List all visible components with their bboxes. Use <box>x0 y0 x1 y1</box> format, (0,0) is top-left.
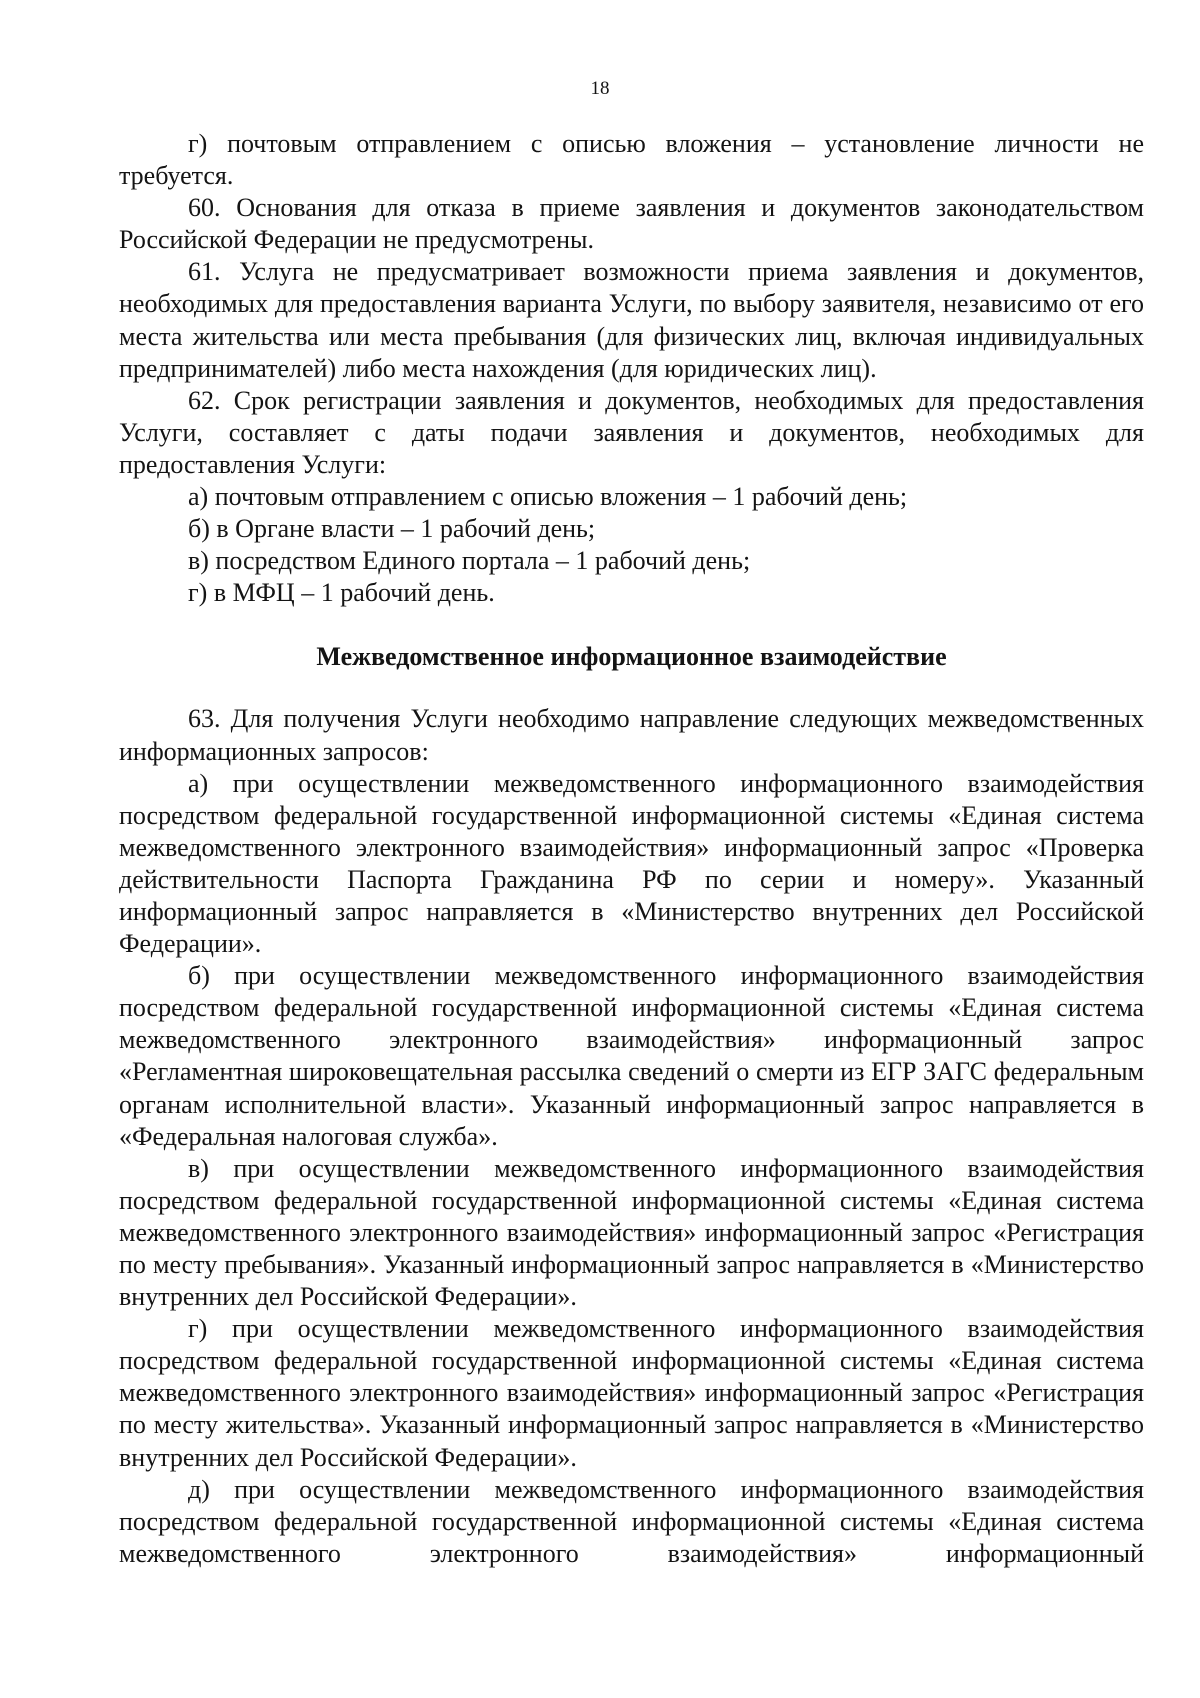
request-item-a: а) при осуществлении межведомственного информационного взаимодействия посредством федеральной государственной информационной системы «Единая система межведомственного электронного взаимодействия» информационный запрос «Проверка действительности Паспорта Гражданина РФ по серии и номеру». Указанный информационный запрос направляется в «Министерство внутренних дел Российской Федерации». <box>119 768 1144 959</box>
list-item-g-mfc: г) в МФЦ – 1 рабочий день. <box>188 578 495 608</box>
request-item-g: г) при осуществлении межведомственного информационного взаимодействия посредством федеральной государственной информационной системы «Единая система межведомственного электронного взаимодействия» информационный запрос «Регистрация по месту жительства». Указанный информационный запрос направляется в «Министерство внутренних дел Российской Федерации». <box>119 1314 1144 1472</box>
paragraph-61-extraterritorial: 61. Услуга не предусматривает возможности приема заявления и документов, необходимых для предоставления варианта Услуги, по выбору заявителя, независимо от его места жительства или места пребывания (для физических лиц, включая индивидуальных предпринимателей) либо места нахождения (для юридических лиц). <box>119 257 1144 383</box>
request-item-d: д) при осуществлении межведомственного информационного взаимодействия посредством федеральной государственной информационной системы «Единая система межведомственного электронного взаимодействия» информационный <box>119 1474 1144 1568</box>
paragraph-60-refusal-grounds: 60. Основания для отказа в приеме заявления и документов законодательством Российской Федерации не предусмотрены. <box>119 193 1144 255</box>
paragraph-62-registration-term: 62. Срок регистрации заявления и документов, необходимых для предоставления Услуги, составляет с даты подачи заявления и документов, необходимых для предоставления Услуги: <box>119 385 1144 479</box>
page-number: 18 <box>590 78 610 99</box>
section-heading: Межведомственное информационное взаимодействие <box>316 642 947 672</box>
request-item-b: б) при осуществлении межведомственного информационного взаимодействия посредством федеральной государственной информационной системы «Единая система межведомственного электронного взаимодействия» информационный запрос «Регламентная широковещательная рассылка сведений о смерти из ЕГР ЗАГС федеральным органам исполнительной власти». Указанный информационный запрос направляется в «Федеральная налоговая служба». <box>119 961 1144 1151</box>
paragraph-63-requests: 63. Для получения Услуги необходимо направление следующих межведомственных информационных запросов: <box>119 704 1144 766</box>
list-item-v-portal: в) посредством Единого портала – 1 рабочий день; <box>188 546 751 576</box>
request-item-v: в) при осуществлении межведомственного информационного взаимодействия посредством федеральной государственной информационной системы «Единая система межведомственного электронного взаимодействия» информационный запрос «Регистрация по месту пребывания». Указанный информационный запрос направляется в «Министерство внутренних дел Российской Федерации». <box>119 1153 1144 1312</box>
list-item-b-authority: б) в Органе власти – 1 рабочий день; <box>188 514 596 544</box>
paragraph-g-postal-identity: г) почтовым отправлением с описью вложения – установление личности не требуется. <box>119 129 1144 191</box>
list-item-a-postal: а) почтовым отправлением с описью вложения – 1 рабочий день; <box>188 482 908 512</box>
